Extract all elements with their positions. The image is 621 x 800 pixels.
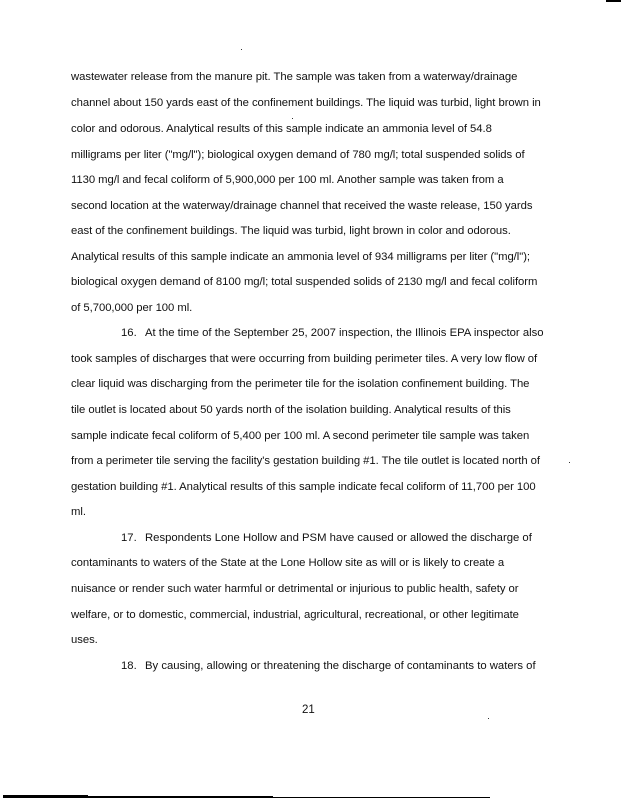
text-line: second location at the waterway/drainage channel that received the waste release, 150 yards [71, 200, 533, 212]
text-line: tile outlet is located about 50 yards north of the isolation building. Analytical results of this [71, 404, 511, 416]
scan-speck [292, 118, 293, 119]
text-line: east of the confinement buildings. The liquid was turbid, light brown in color and odorous. [71, 225, 511, 237]
text-line: took samples of discharges that were occurring from building perimeter tiles. A very low flow of [71, 353, 538, 365]
text-line: of 5,700,000 per 100 ml. [71, 302, 193, 314]
text-line: milligrams per liter ("mg/l"); biological oxygen demand of 780 mg/l; total suspended solids of [71, 149, 525, 161]
text-line: ml. [71, 506, 86, 518]
paragraph-first-line: By causing, allowing or threatening the discharge of contaminants to waters of [145, 660, 536, 672]
text-line: nuisance or render such water harmful or detrimental or injurious to public health, safety or [71, 583, 519, 595]
text-line: welfare, or to domestic, commercial, industrial, agricultural, recreational, or other legitimate [71, 609, 519, 621]
text-line: 1130 mg/l and fecal coliform of 5,900,000 per 100 ml. Another sample was taken from a [71, 174, 504, 186]
text-line: Analytical results of this sample indicate an ammonia level of 934 milligrams per liter ("mg/l"); [71, 251, 530, 263]
scan-speck [241, 49, 242, 50]
text-line: channel about 150 yards east of the confinement buildings. The liquid was turbid, light brown in [71, 97, 541, 109]
text-line: from a perimeter tile serving the facility's gestation building #1. The tile outlet is located north of [71, 455, 541, 467]
text-line: biological oxygen demand of 8100 mg/l; total suspended solids of 2130 mg/l and fecal coliform [71, 276, 538, 288]
scan-speck [488, 718, 489, 719]
paragraph-first-line: Respondents Lone Hollow and PSM have caused or allowed the discharge of [145, 532, 532, 544]
text-line: contaminants to waters of the State at the Lone Hollow site as will or is likely to create a [71, 557, 505, 569]
page-number: 21 [302, 704, 315, 716]
scan-corner-mark [606, 0, 621, 2]
scan-speck [569, 462, 570, 463]
paragraph-number: 16. [121, 327, 137, 339]
paragraph-number: 18. [121, 660, 137, 672]
text-line: color and odorous. Analytical results of this sample indicate an ammonia level of 54.8 [71, 123, 492, 135]
bottom-rule [88, 796, 273, 798]
text-line: wastewater release from the manure pit. The sample was taken from a waterway/drainage [71, 71, 518, 83]
paragraph-number: 17. [121, 532, 137, 544]
text-line: clear liquid was discharging from the perimeter tile for the isolation confinement building. The [71, 378, 530, 390]
text-line: uses. [71, 634, 98, 646]
bottom-rule [273, 797, 476, 798]
bottom-rule [3, 795, 88, 798]
text-line: sample indicate fecal coliform of 5,400 per 100 ml. A second perimeter tile sample was taken [71, 430, 530, 442]
text-line: gestation building #1. Analytical results of this sample indicate fecal coliform of 11,700 per 100 [71, 481, 536, 493]
paragraph-first-line: At the time of the September 25, 2007 inspection, the Illinois EPA inspector also [145, 327, 544, 339]
bottom-rule [476, 797, 490, 798]
